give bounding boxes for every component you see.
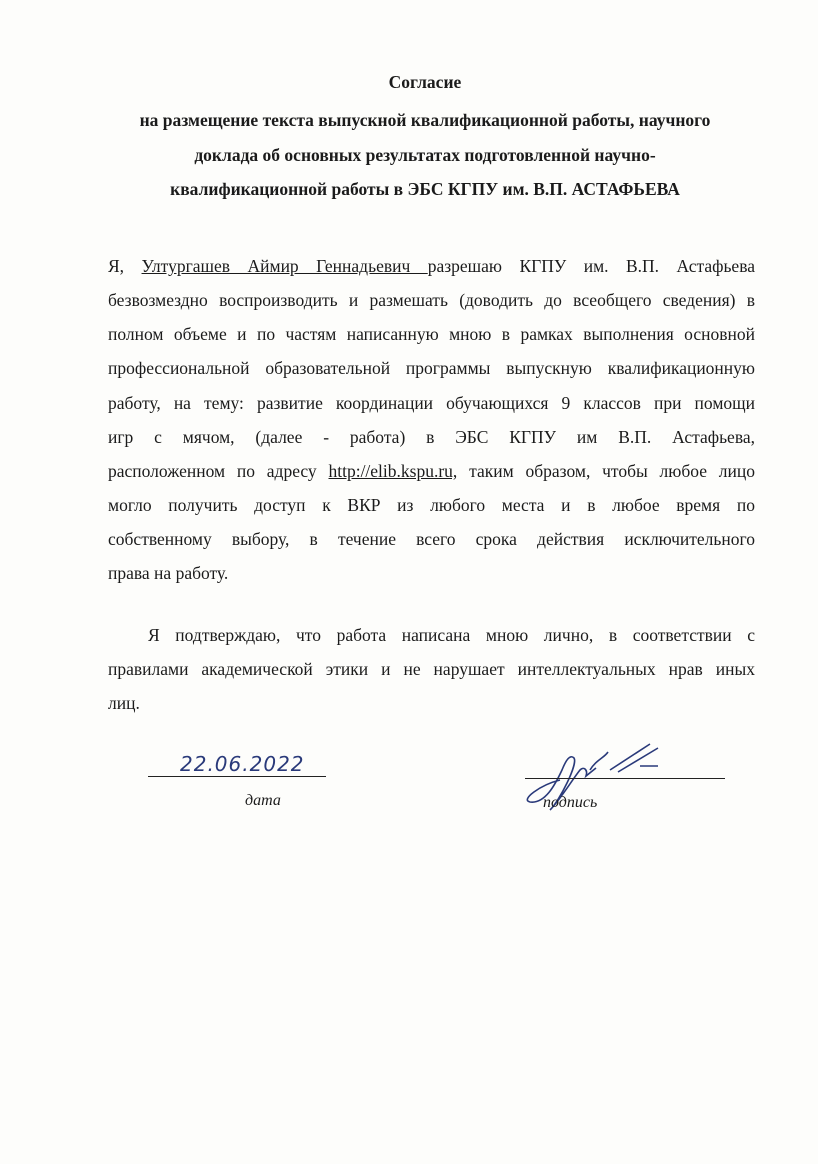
subtitle-line: доклада об основных результатах подготовленной научно- xyxy=(194,145,656,165)
body-line xyxy=(108,461,755,482)
handwritten-date: 22.06.2022 xyxy=(180,752,305,776)
body-line: работу, на тему: развитие координации обучающихся 9 классов при помощи xyxy=(108,393,755,413)
line-rest: таким образом, чтобы любое лицо xyxy=(457,461,755,481)
body-line: собственному выбору, в течение всего срока действия исключительного xyxy=(108,529,755,549)
prefix: Я, xyxy=(108,256,142,276)
body-line: могло получить доступ к ВКР из любого места и в любое время по xyxy=(108,495,755,515)
date-line xyxy=(148,776,326,777)
body-line: полном объеме и по частям написанную мною в рамках выполнения основной xyxy=(108,324,755,344)
elib-link[interactable]: http://elib.kspu.ru, xyxy=(328,461,458,481)
body-line: игр с мячом, (далее - работа) в ЭБС КГПУ им В.П. Астафьева, xyxy=(108,427,755,447)
signature-caption: подпись xyxy=(543,794,598,811)
subtitle-line: на размещение текста выпускной квалификационной работы, научного xyxy=(139,110,711,130)
signature-line xyxy=(525,778,725,779)
date-caption: дата xyxy=(245,792,281,809)
document-title: Согласие xyxy=(388,72,462,92)
confirm-line: правилами академической этики и не нарушает интеллектуальных нрав иных xyxy=(108,659,755,679)
line-prefix: расположенном по адресу xyxy=(108,461,329,481)
body-line: профессиональной образовательной программы выпускную квалификационную xyxy=(108,358,755,378)
student-name: Ултургашев Аймир Геннадьевич xyxy=(141,256,428,276)
body-line: права на работу. xyxy=(108,563,229,583)
line-rest: разрешаю КГПУ им. В.П. Астафьева xyxy=(427,256,755,276)
confirm-line: Я подтверждаю, что работа написана мною лично, в соответствии с xyxy=(148,625,755,645)
confirm-line: лиц. xyxy=(108,693,140,713)
body-line xyxy=(108,256,755,277)
subtitle-line: квалификационной работы в ЭБС КГПУ им. В.П. АСТАФЬЕВА xyxy=(170,179,680,199)
body-line: безвозмездно воспроизводить и размешать (доводить до всеобщего сведения) в xyxy=(108,290,755,310)
